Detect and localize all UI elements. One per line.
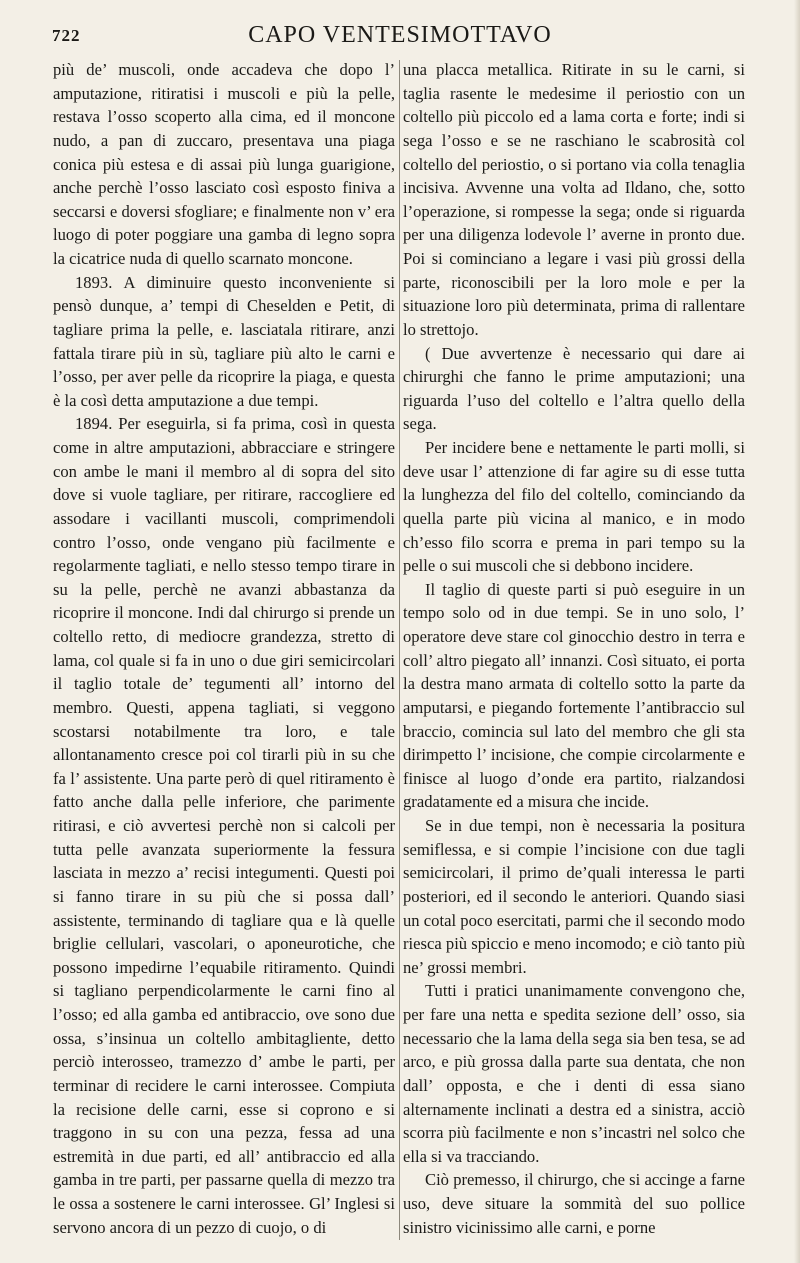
right-column bbox=[403, 58, 745, 1239]
paragraph: più de’ muscoli, onde accadeva che dopo l’ amputazione, ritiratisi i muscoli e più la pelle, restava l’osso scoperto alla cima, ed il moncone nudo, a pan di zuccaro, presentava una piaga conica più estesa e di assai più lunga guarigione, anche perchè l’osso lasciato così esposto finiva a seccarsi e doversi sfogliare; e finalmente non v’ era luogo di poter poggiare una gamba di legno sopra la cicatrice nuda di quello scarnato moncone. bbox=[53, 60, 395, 268]
paragraph: 1893. A diminuire questo inconveniente si pensò dunque, a’ tempi di Cheselden e Petit, di tagliare prima la pelle, e. lasciatala ritirare, anzi fattala tirare più in sù, tagliare più alto le carni e l’osso, per aver pelle da ricoprire la piaga, e questa è la così detta amputazione a due tempi. bbox=[53, 272, 395, 410]
paragraph: una placca metallica. Ritirate in su le carni, si taglia rasente le medesime il periostio con un coltello più piccolo ed a lama corta e forte; indi si sega l’osso e se ne raschiano le scabrosità col coltello del periostio, o si portano via colla tenaglia incisiva. Avvenne una volta ad Ildano, che, sotto l’operazione, si rompesse la sega; onde si riguarda per una diligenza lodevole l’ averne in pronto due. Poi si cominciano a legare i vasi più grossi della parte, riconoscibili per la loro mole e per la situazione loro più determinata, prima di rallentare lo strettojo. bbox=[403, 60, 745, 339]
page-edge bbox=[794, 0, 800, 1263]
page-number: 722 bbox=[52, 26, 81, 45]
left-column bbox=[53, 58, 395, 1239]
paragraph: Il taglio di queste parti si può eseguire in un tempo solo od in due tempi. Se in uno solo, l’ operatore deve stare col ginocchio destro in terra e coll’ altro piegato all’ innanzi. Così situato, ei porta la destra mano armata di coltello sotto la parte da amputarsi, e piegando fortemente l’antibraccio sul braccio, comincia sul lato del membro che gli sta dirimpetto l’ incisione, che compie circolarmente e finisce al luogo d’onde era partito, rialzandosi gradatamente ed a misura che incide. bbox=[403, 579, 745, 812]
paragraph: ( Due avvertenze è necessario qui dare ai chirurghi che fanno le prime amputazioni; una riguarda l’uso del coltello e l’altra quello della sega. bbox=[403, 343, 745, 434]
paragraph: Ciò premesso, il chirurgo, che si accinge a farne uso, deve situare la sommità del suo pollice sinistro vicinissimo alle carni, e porne bbox=[403, 1170, 745, 1237]
paragraph: Per incidere bene e nettamente le parti molli, si deve usar l’ attenzione di far agire su di esse tutta la lunghezza del filo del coltello, cominciando da quella parte più vicina al manico, e in modo ch’esso filo scorra e prema in pari tempo su la pelle o sui muscoli che si debbono incidere. bbox=[403, 438, 745, 576]
column-divider bbox=[399, 60, 400, 1240]
paragraph: Tutti i pratici unanimamente convengono che, per fare una netta e spedita sezione dell’ osso, sia necessario che la lama della sega sia ben tesa, se ad arco, e più grossa dalla parte sua dentata, che non dall’ opposta, e che i denti di essa siano alternamente inclinati a destra ed a sinistra, acciò scorra più facilmente e non s’incastri nel solco che ella si va tracciando. bbox=[403, 981, 745, 1166]
page-header bbox=[0, 4, 800, 48]
paragraph: Se in due tempi, non è necessaria la positura semiflessa, e si compie l’incisione con due tagli semicircolari, il primo de’quali interessa le parti posteriori, ed il secondo le anteriori. Quando siasi un cotal poco esercitati, parmi che il secondo modo riesca più spiccio e meno incomodo; e ciò tanto più ne’ grossi membri. bbox=[403, 816, 745, 977]
paragraph: 1894. Per eseguirla, si fa prima, così in questa come in altre amputazioni, abbracciare e stringere con ambe le mani il membro al di sopra del sito dove si vuole tagliare, per ritirare, raccogliere ed assodare i vacillanti muscoli, comprimendoli contro l’osso, onde vengano più facilmente e regolarmente tagliati, e nello stesso tempo tirare in su la pelle, perchè ne avanzi abbastanza da ricoprire il moncone. Indi dal chirurgo si prende un coltello retto, di mediocre grandezza, stretto di lama, col quale si fa in uno o due giri semicircolari il taglio totale de’ tegumenti all’ intorno del membro. Questi, appena tagliati, si veggono scostarsi notabilmente tra loro, e tale allontanamento cresce poi col tirarli più in su che fa l’ assistente. Una parte però di quel ritiramento è fatto anche dalla pelle inferiore, che parimente ritirasi, e ciò avvertesi perchè non si calcoli per tutta pelle avanzata superiormente la fessura lasciata in mezzo a’ recisi integumenti. Questi poi si fanno tirare in su più che si possa dall’ assistente, terminando di tagliare qua e là quelle briglie cellulari, vascolari, o aponeurotiche, che possono impedirne l’equabile ritiramento. Quindi si tagliano perpendicolarmente le carni fino al l’osso; ed alla gamba ed antibraccio, ove sono due ossa, s’insinua un coltello ambitagliente, detto perciò interosseo, tramezzo d’ ambe le parti, per terminar di recidere le carni interossee. Compiuta la recisione delle carni, esse si coprono e si traggono in su con una pezza, fessa ad una estremità in due parti, ed all’ antibraccio ed alla gamba in tre parti, per passarne quella di mezzo tra le ossa a sostenere le carni interossee. Gl’ Inglesi si servono ancora di un pezzo di cuojo, o di bbox=[53, 414, 395, 1237]
running-head: CAPO VENTESIMOTTAVO bbox=[248, 22, 552, 48]
